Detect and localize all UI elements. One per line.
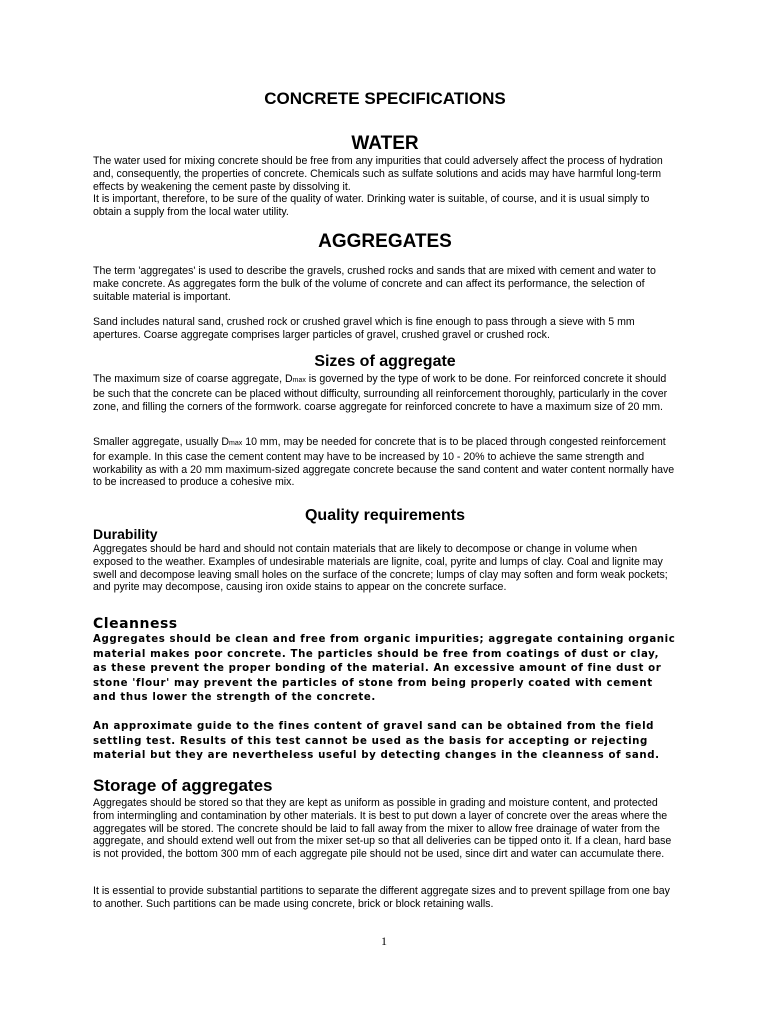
storage-paragraph-2: It is essential to provide substantial partitions to separate the different aggregate sizes and to prevent spillage from one bay to another. Such partitions can be made using concrete, brick or block retaining walls. [93,885,670,910]
page-title: CONCRETE SPECIFICATIONS [264,89,506,108]
sizes-paragraph-2: Smaller aggregate, usually Dmax 10 mm, may be needed for concrete that is to be placed through congested reinforcement for example. In this case the cement content may have to be increased by 10 - 20% to achieve the same strength and workability as with a 20 mm maximum-sized aggregate concrete because the sand content and water content normally have to be increased to produce a cohesive mix. [93,436,675,489]
durability-heading: Durability [93,526,158,542]
aggregates-paragraph-2: Sand includes natural sand, crushed rock or crushed gravel which is fine enough to pass through a sieve with 5 mm apertures. Coarse aggregate comprises larger particles of gravel, crushed gravel or crushed rock. [93,316,635,341]
durability-paragraph: Aggregates should be hard and should not contain materials that are likely to decompose or change in volume when exposed to the weather. Examples of undesirable materials are lignite, coal, pyrite and lumps of clay. Coal and lignite may swell and decompose leaving small holes on the surface of the concrete; lumps of clay may soften and form weak pockets; and pyrite may decompose, causing iron oxide stains to appear on the concrete surface. [93,543,668,594]
cleanness-heading: Cleanness [93,616,178,632]
page-number: 1 [381,934,387,948]
aggregates-paragraph-1: The term 'aggregates' is used to describe the gravels, crushed rocks and sands that are mixed with cement and water to make concrete. As aggregates form the bulk of the volume of concrete and can affect its performance, the selection of suitable material is important. [93,265,656,303]
water-paragraph-2: It is important, therefore, to be sure of the quality of water. Drinking water is suitable, of course, and it is usual simply to obtain a supply from the local water utility. [93,193,650,218]
water-paragraph-1: The water used for mixing concrete should be free from any impurities that could adversely affect the process of hydration and, consequently, the properties of concrete. Chemicals such as sulfate solutions and acids may have harmful long-term effects by weakening the cement paste by dissolving it. [93,155,663,193]
cleanness-paragraph-1: Aggregates should be clean and free from organic impurities; aggregate containing organic material makes poor concrete. The particles should be free from coatings of dust or clay, as these prevent the proper bonding of the material. An excessive amount of fine dust or stone 'flour' may prevent the particles of stone from being properly coated with cement and thus lower the strength of the concrete. [93,634,676,704]
aggregates-heading: AGGREGATES [318,231,452,252]
water-heading: WATER [351,133,419,154]
cleanness-paragraph-2: An approximate guide to the fines content of gravel sand can be obtained from the field settling test. Results of this test cannot be used as the basis for accepting or rejecting material but they are nevertheless useful by detecting changes in the cleanness of sand. [93,721,660,762]
sizes-paragraph-1: The maximum size of coarse aggregate, Dmax is governed by the type of work to be done. For reinforced concrete it should be such that the concrete can be placed without difficulty, surrounding all reinforcement thoroughly, particularly in the cover zone, and filling the corners of the formwork. coarse aggregate for reinforced concrete to have a maximum size of 20 mm. [93,373,668,413]
storage-paragraph-1: Aggregates should be stored so that they are kept as uniform as possible in grading and moisture content, and protected from intermingling and contamination by other materials. It is best to put down a layer of concrete over the areas where the aggregates will be stored. The concrete should be laid to fall away from the mixer to allow free drainage of water from the aggregate, and should extend well out from the mixer set-up so that all deliveries can be tipped onto it. If a clean, hard base is not provided, the bottom 300 mm of each aggregate pile should not be used, since dirt and water can accumulate there. [93,797,672,861]
quality-heading: Quality requirements [304,507,466,524]
storage-heading: Storage of aggregates [93,776,273,795]
sizes-heading: Sizes of aggregate [314,353,456,370]
